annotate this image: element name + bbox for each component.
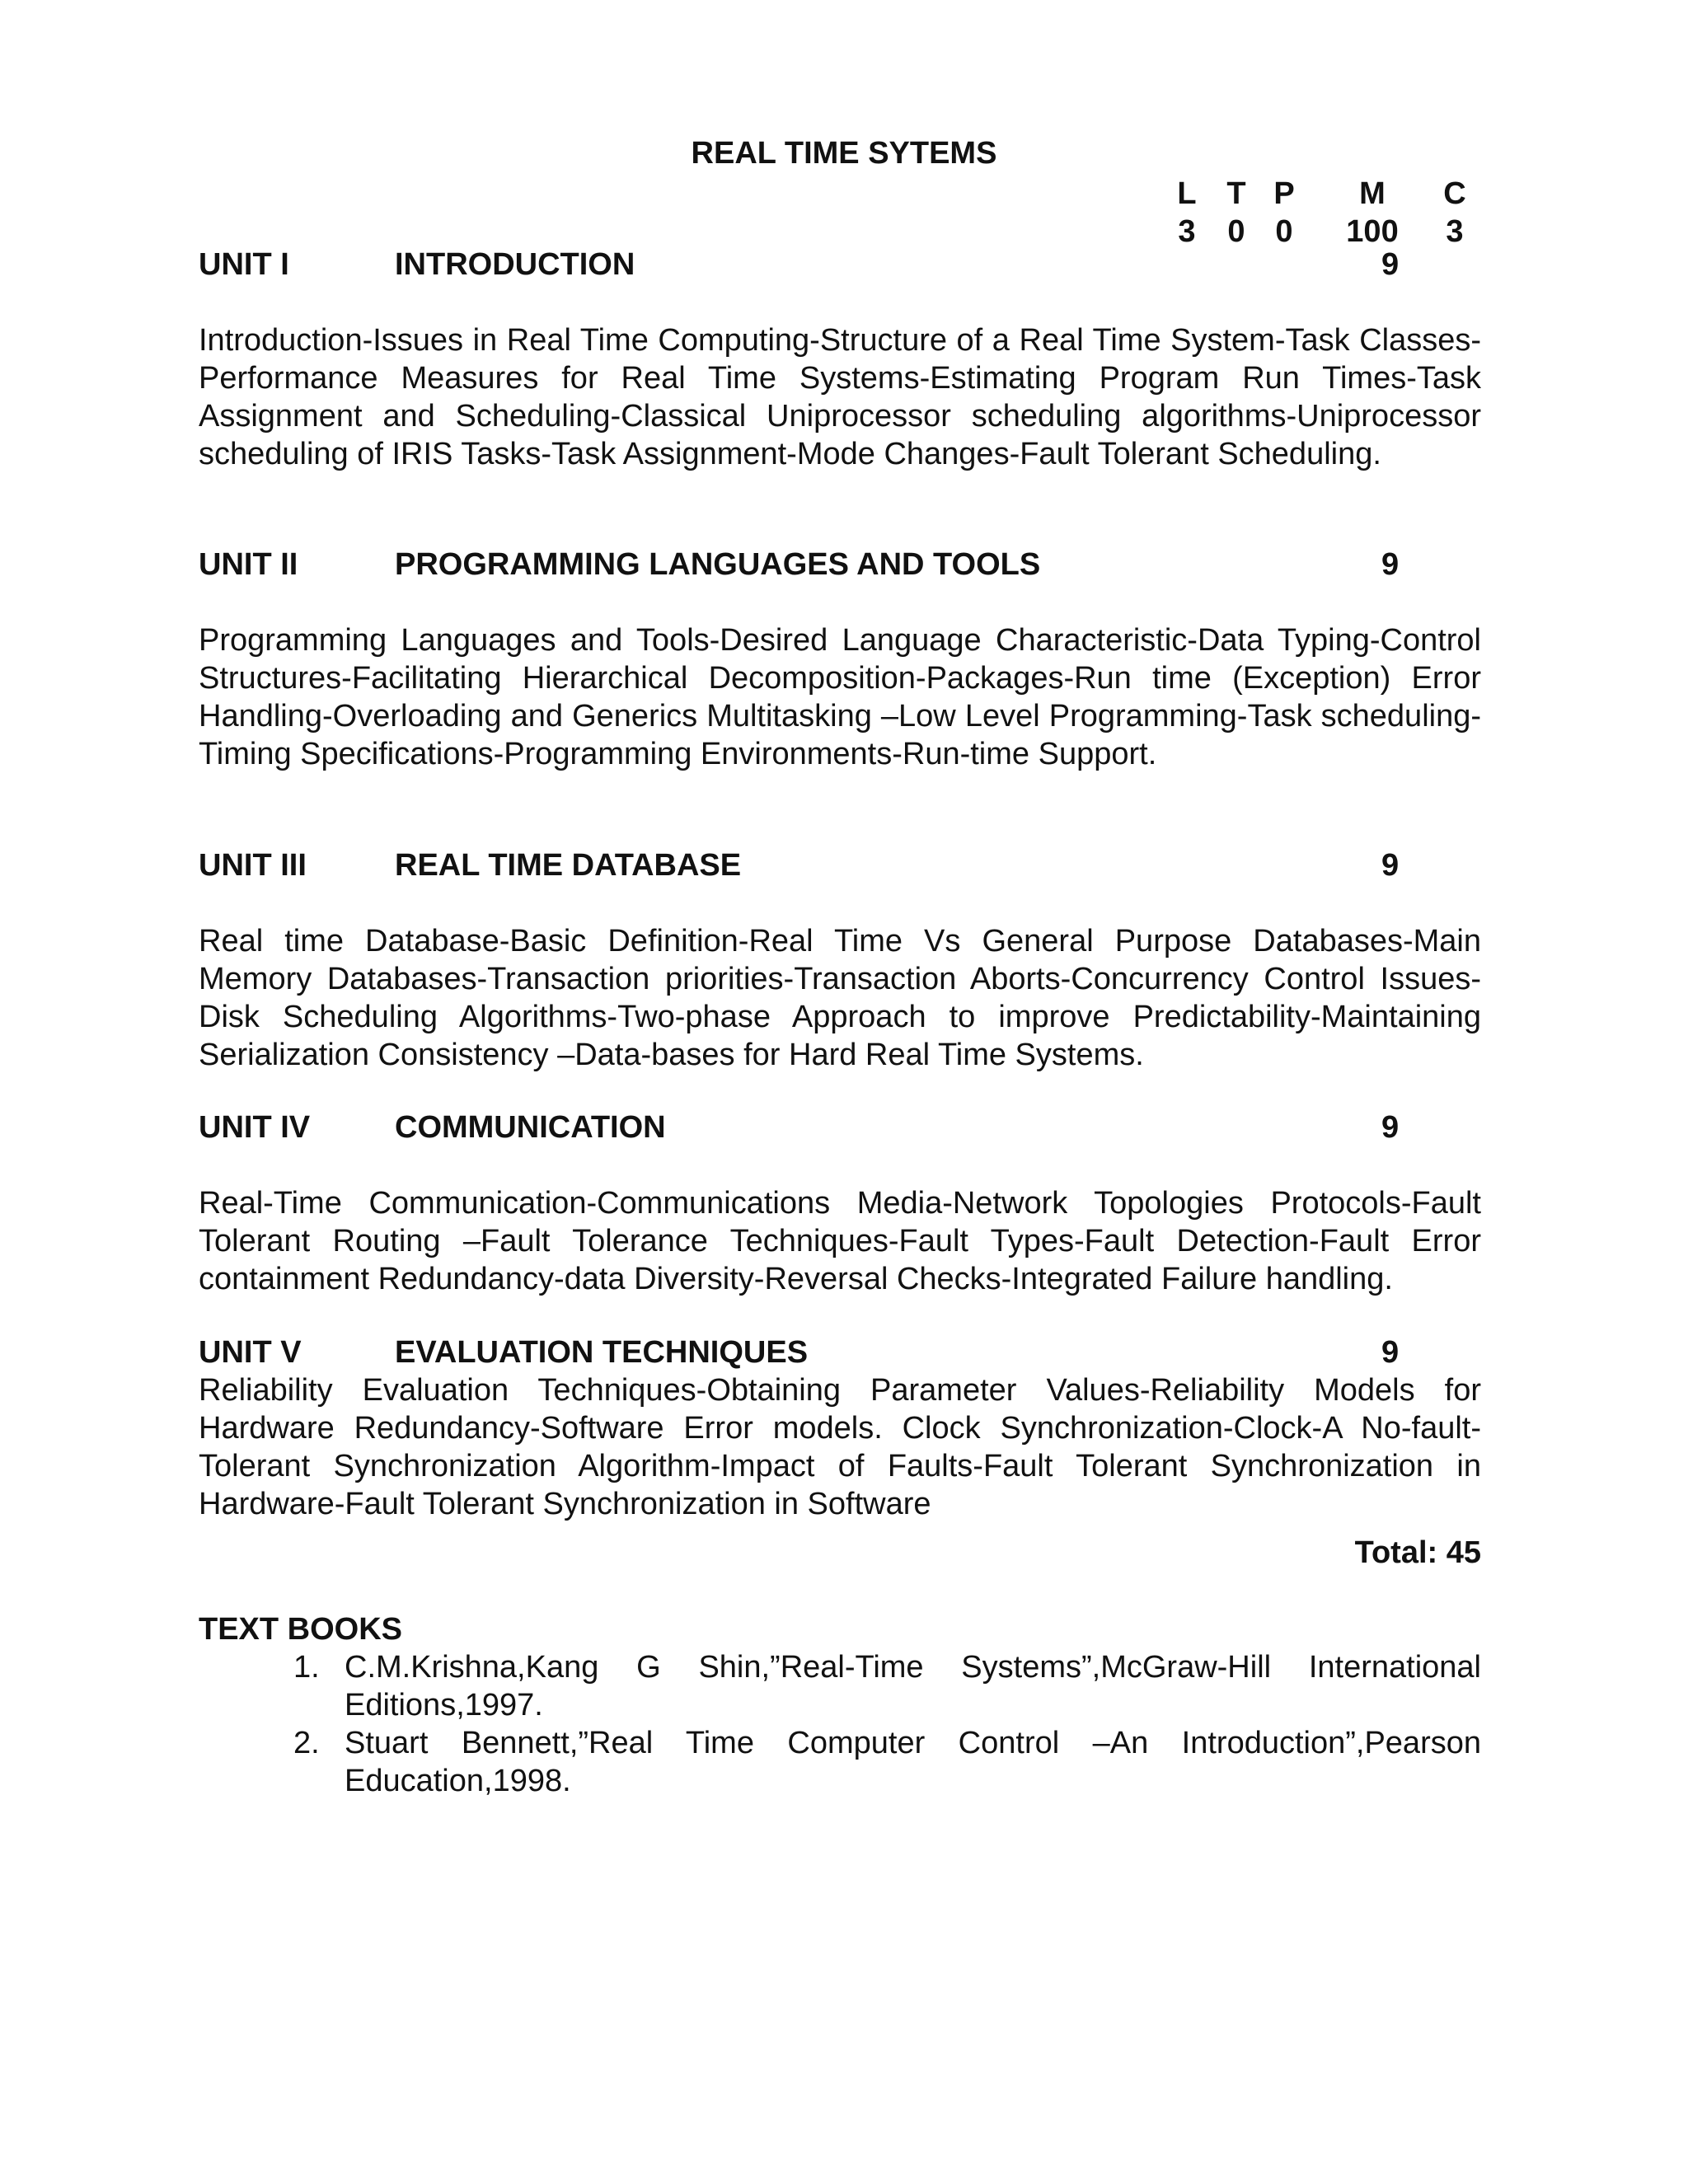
unit-hours: 9 (1381, 848, 1400, 883)
credits-header-m: M (1359, 176, 1386, 211)
unit-number: UNIT III (199, 848, 307, 883)
text-book-number: 1. (293, 1650, 320, 1685)
unit-name: INTRODUCTION (395, 247, 635, 282)
credits-value-p: 0 (1275, 214, 1293, 249)
unit-1-content: Introduction-Issues in Real Time Computing-Structure of a Real Time System-Task Classes-Performance Measures for Real Time Systems-Estimating Program Run Times-Task Assignment and Scheduling-Classical Uniprocessor scheduling algorithms-Uniprocessor scheduling of IRIS Tasks-Task Assignment-Mode Changes-Fault Tolerant Scheduling. (199, 323, 1481, 471)
unit-name: REAL TIME DATABASE (395, 848, 742, 883)
text-books-heading: TEXT BOOKS (199, 1612, 403, 1647)
unit-name: PROGRAMMING LANGUAGES AND TOOLS (395, 547, 1041, 582)
unit-hours: 9 (1381, 547, 1400, 582)
credits-header-t: T (1226, 176, 1246, 211)
text-book-item (199, 1724, 1481, 1800)
unit-2-content: Programming Languages and Tools-Desired Language Characteristic-Data Typing-Control Structures-Facilitating Hierarchical Decomposition-Packages-Run time (Exception) Error Handling-Overloading and Generics Multitasking –Low Level Programming-Task scheduling-Timing Specifications-Programming Environments-Run-time Support. (199, 623, 1481, 771)
text-books-list (199, 1648, 1481, 1800)
credits-value-l: 3 (1178, 214, 1196, 249)
unit-4-content: Real-Time Communication-Communications Media-Network Topologies Protocols-Fault Tolerant Routing –Fault Tolerance Techniques-Fault Types-Fault Detection-Fault Error containment Redundancy-data Diversity-Reversal Checks-Integrated Failure handling. (199, 1186, 1481, 1296)
credits-header-c: C (1443, 176, 1466, 211)
text-book-citation: Stuart Bennett,”Real Time Computer Control –An Introduction”,Pearson Education,1998. (345, 1726, 1481, 1798)
unit-2-heading (199, 546, 1402, 583)
unit-1-heading (199, 246, 1402, 284)
credits-value-t: 0 (1227, 214, 1245, 249)
text-book-citation: C.M.Krishna,Kang G Shin,”Real-Time Systems”,McGraw-Hill International Editions,1997. (345, 1650, 1481, 1722)
credits-header-l: L (1177, 176, 1197, 211)
unit-hours: 9 (1381, 247, 1400, 282)
unit-number: UNIT II (199, 547, 298, 582)
credits-header-p: P (1273, 176, 1295, 211)
unit-number: UNIT I (199, 247, 289, 282)
unit-name: COMMUNICATION (395, 1110, 666, 1145)
unit-5-heading (199, 1333, 1402, 1371)
unit-name: EVALUATION TECHNIQUES (395, 1335, 809, 1370)
unit-3-content: Real time Database-Basic Definition-Real Time Vs General Purpose Databases-Main Memory Databases-Transaction priorities-Transaction Aborts-Concurrency Control Issues-Disk Scheduling Algorithms-Two-phase Approach to improve Predictability-Maintaining Serialization Consistency –Data-bases for Hard Real Time Systems. (199, 924, 1481, 1072)
text-book-number: 2. (293, 1726, 320, 1760)
unit-4-heading (199, 1108, 1402, 1146)
credits-value-m: 100 (1346, 214, 1399, 249)
total-hours: Total: 45 (1354, 1535, 1481, 1570)
unit-3-heading (199, 846, 1402, 884)
text-book-item (199, 1648, 1481, 1724)
credits-value-c: 3 (1446, 214, 1464, 249)
unit-5-content: Reliability Evaluation Techniques-Obtaining Parameter Values-Reliability Models for Hardware Redundancy-Software Error models. Clock Synchronization-Clock-A No-fault-Tolerant Synchronization Algorithm-Impact of Faults-Fault Tolerant Synchronization in Hardware-Fault Tolerant Synchronization in Software (199, 1373, 1481, 1521)
unit-hours: 9 (1381, 1335, 1400, 1370)
unit-number: UNIT V (199, 1335, 302, 1370)
page-title: REAL TIME SYTEMS (691, 136, 997, 171)
unit-number: UNIT IV (199, 1110, 311, 1145)
unit-hours: 9 (1381, 1110, 1400, 1145)
